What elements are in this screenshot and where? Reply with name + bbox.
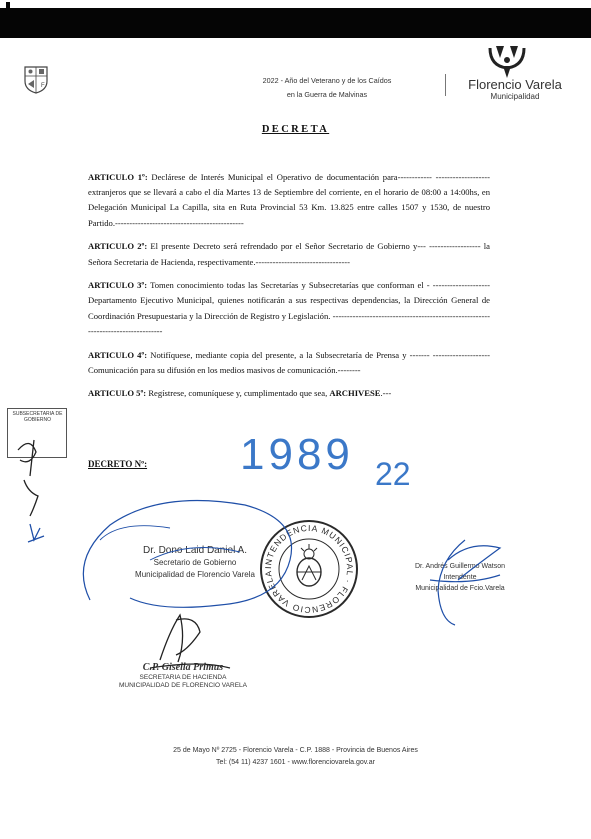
signature-block-intendente [395, 561, 525, 594]
signatory-org: MUNICIPALIDAD DE FLORENCIO VARELA [119, 682, 247, 689]
municipal-crest-icon [22, 64, 50, 94]
stamp-box [7, 408, 67, 458]
signatory-name: C.P. Gisella Primus [142, 662, 224, 673]
footer [0, 745, 591, 769]
brand [460, 78, 570, 101]
signatory-role: Intendente [443, 574, 477, 581]
article-5: ARTICULO 5º: Regístrese, comuníquese y, cumplimentado que sea, ARCHIVESE.--- [88, 388, 392, 399]
signature-block-hacienda [98, 662, 268, 690]
signatory-org: Municipalidad de Fcio.Varela [415, 585, 505, 592]
signatory-name: Dr. Andrés Guillermo Watson [415, 563, 505, 570]
page-title: DECRETA [261, 124, 330, 135]
footer-address: 25 de Mayo Nº 2725 - Florencio Varela - C.P. 1888 - Provincia de Buenos Aires [173, 747, 418, 754]
signature-block-gobierno [110, 545, 280, 581]
svg-text:F: F [41, 83, 45, 89]
subsecretaria-stamp [7, 408, 67, 534]
stamp-text: SUBSECRETARIA DE GOBIERNO [12, 411, 63, 423]
article-2: ARTICULO 2º: El presente Decreto será refrendado por el Señor Secretario de Gobierno y--- ------------------ la Señora Secretaria de Hacienda, respectivamente.--------------------------------- [88, 241, 490, 267]
article-3: ARTICULO 3º: Tomen conocimiento todas las Secretarías y Subsecretarías que conforman el - -------------------- Departamento Ejecutivo Municipal, quienes notificarán a sus respectivas dependencias, la Dirección General de Coordinación Presupuestaria y la Dirección de Registro y Legislación. --------------------------------------------------------------------------------- [88, 280, 490, 336]
decreto-label: DECRETO Nº: [88, 459, 148, 469]
footer-contact: Tel: (54 11) 4237 1601 - www.florenciovarela.gov.ar [216, 759, 375, 766]
signatory-role: SECRETARIA DE HACIENDA [139, 674, 227, 681]
florencio-varela-logo-icon [486, 44, 528, 80]
decreto-year: 22 [375, 456, 411, 492]
decree-body [88, 170, 490, 410]
header-divider [445, 74, 446, 96]
brand-sub: Municipalidad [490, 92, 540, 101]
signatory-name: Dr. Dono Laid Daniel A. [143, 545, 247, 556]
scan-top-border [0, 8, 591, 38]
article-1: ARTICULO 1º: Declárese de Interés Municipal el Operativo de documentación para------------ ------------------- extranjeros que se llevará a cabo el día Martes 13 de Septiembre del corriente, en el horario de 08:00 a 14:00hs, en Delegación Municipal La Capilla, sita en Ruta Provincial 53 Km. 13.825 entre calles 1507 y 1530, de nuestro Partido.--------------------------------------------- [88, 172, 490, 228]
decreto-number: 1989 [240, 430, 354, 479]
signatory-role: Secretario de Gobierno [153, 558, 237, 567]
signatory-org: Municipalidad de Florencio Varela [135, 570, 255, 579]
svg-text:INTENDENCIA MUNICIPAL · FLOREN: INTENDENCIA MUNICIPAL · FLORENCIO VARELA [262, 522, 356, 616]
year-motto-line1: 2022 - Año del Veterano y de los Caídos [262, 76, 392, 85]
year-motto-line2: en la Guerra de Malvinas [286, 90, 368, 99]
intendencia-seal-icon [258, 518, 360, 620]
year-motto [232, 74, 422, 102]
brand-name: Florencio Varela [468, 77, 562, 92]
article-4: ARTICULO 4º: Notifíquese, mediante copia del presente, a la Subsecretaría de Prensa y ------- -------------------- Comunicación para su difusión en los medios masivos de comunicación.-------- [88, 349, 490, 375]
